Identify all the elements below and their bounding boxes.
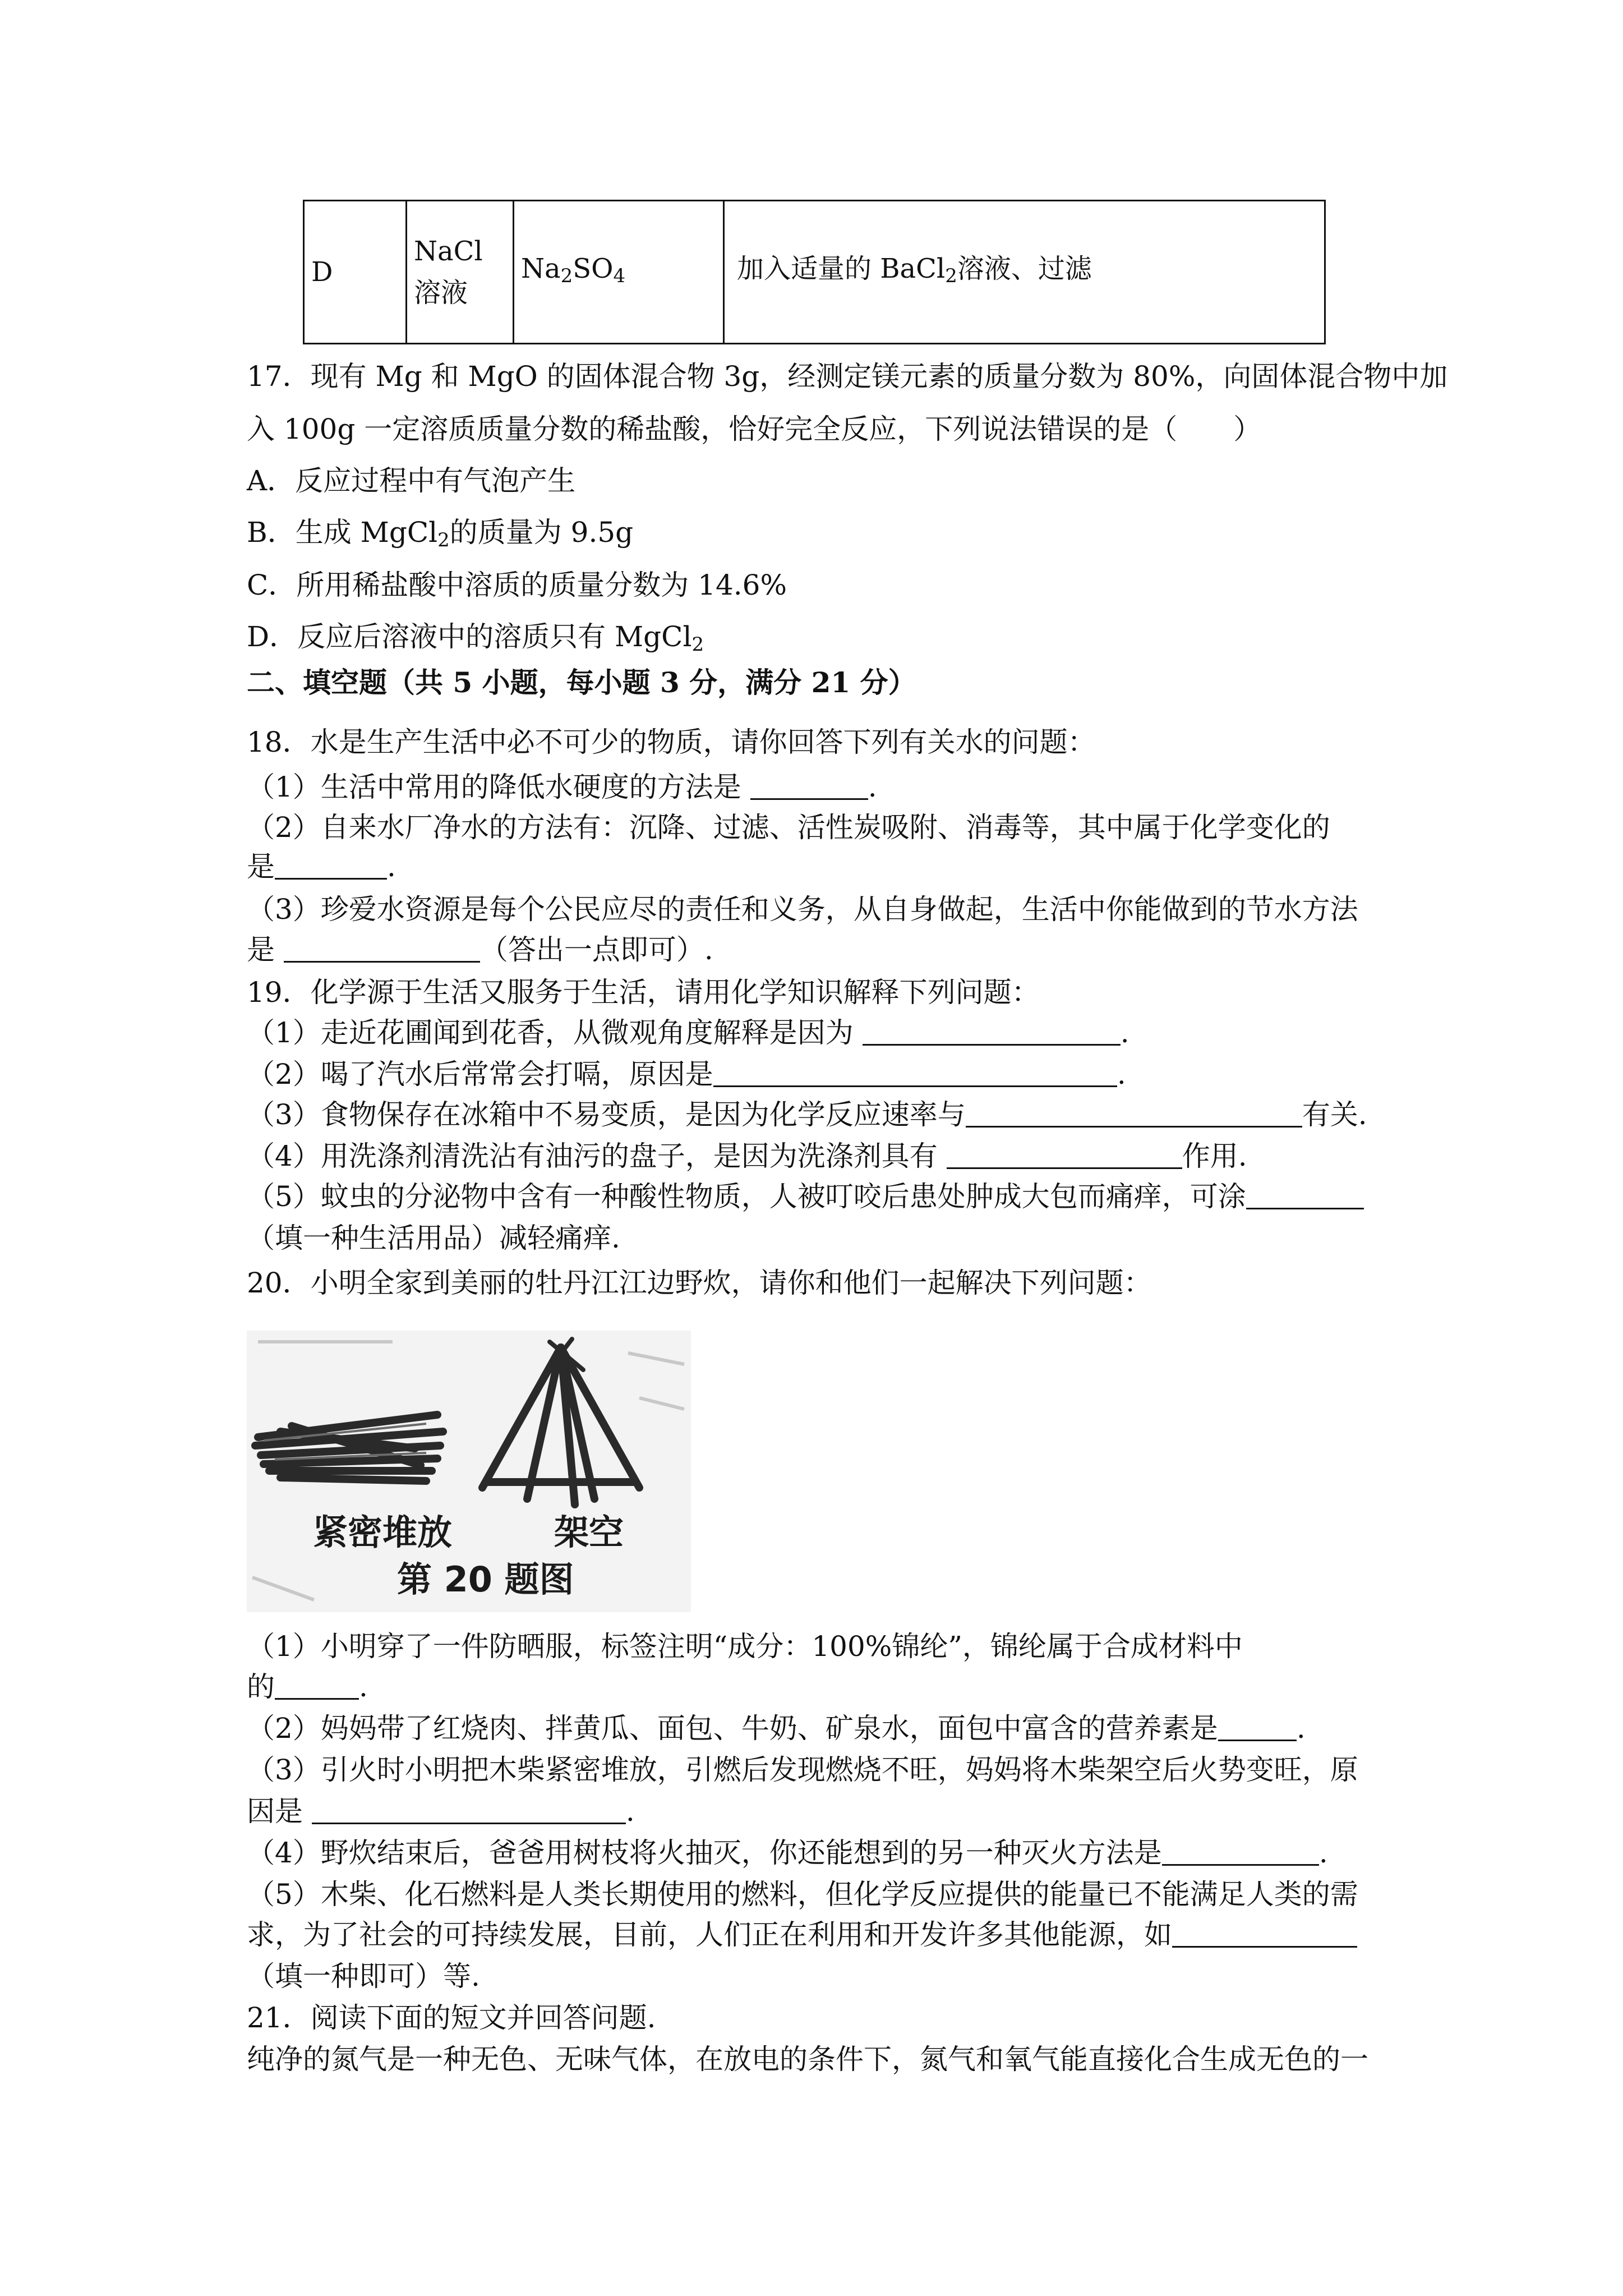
q17-option-b: B．生成 MgCl$_2$的质量为 9.5g	[247, 516, 634, 551]
q17-stem-line1: 17．现有 Mg 和 MgO 的固体混合物 3g，经测定镁元素的质量分数为 80%，向固体混合物中加	[247, 360, 1448, 393]
table-row	[304, 201, 1325, 344]
figure-caption: 第 20 题图	[397, 1559, 574, 1600]
answer-blank	[1218, 1714, 1297, 1741]
q19-part3: （3）食物保存在冰箱中不易变质，是因为化学反应速率与 有关.	[247, 1098, 1367, 1131]
campfire-figure	[247, 1331, 691, 1612]
q20-part4: （4）野炊结束后，爸爸用树枝将火抽灭，你还能想到的另一种灭火方法是 .	[247, 1837, 1328, 1869]
figure-label-tight: 紧密堆放	[313, 1512, 453, 1553]
q19-part4: （4）用洗涤剂清洗沾有油污的盘子，是因为洗涤剂具有 作用.	[247, 1140, 1247, 1172]
q20-part3-line2: 因是 .	[247, 1795, 635, 1828]
q18-stem: 18．水是生产生活中必不可少的物质，请你回答下列有关水的问题：	[247, 726, 1096, 758]
q20-part1-line2: 的 .	[247, 1671, 368, 1703]
answer-blank	[947, 1142, 1182, 1169]
q18-part3-line1: （3）珍爱水资源是每个公民应尽的责任和义务，从自身做起，生活中你能做到的节水方法	[247, 893, 1358, 926]
q19-part5-line1: （5）蚊虫的分泌物中含有一种酸性物质，人被叮咬后患处肿成大包而痛痒，可涂	[247, 1179, 1364, 1214]
table-cell-impurity: $Na_2SO_4$	[514, 201, 724, 344]
section-title: 二、填空题（共 5 小题，每小题 3 分，满分 21 分）	[247, 666, 916, 699]
table-cell-option: D	[304, 201, 407, 344]
q20-stem: 20．小明全家到美丽的牡丹江江边野炊，请你和他们一起解决下列问题：	[247, 1267, 1152, 1299]
q19-part5-line2: （填一种生活用品）减轻痛痒.	[247, 1222, 620, 1254]
figure-label-raised: 架空	[554, 1512, 624, 1553]
q18-part2-line1: （2）自来水厂净水的方法有：沉降、过滤、活性炭吸附、消毒等，其中属于化学变化的	[247, 811, 1330, 844]
q19-stem: 19．化学源于生活又服务于生活，请用化学知识解释下列问题：	[247, 976, 1040, 1009]
q20-part2: （2）妈妈带了红烧肉、拌黄瓜、面包、牛奶、矿泉水，面包中富含的营养素是 .	[247, 1712, 1306, 1745]
answer-blank	[275, 1672, 359, 1700]
answer-blank	[750, 772, 868, 800]
q18-part2-line2: 是 .	[247, 850, 396, 883]
answer-blank	[1172, 1920, 1357, 1948]
answer-blank	[863, 1018, 1121, 1046]
q20-part3-line1: （3）引火时小明把木柴紧密堆放，引燃后发现燃烧不旺，妈妈将木柴架空后火势变旺，原	[247, 1754, 1358, 1786]
answer-blank	[284, 935, 480, 963]
answer-blank	[312, 1797, 626, 1824]
q20-part5-line3: （填一种即可）等.	[247, 1960, 480, 1993]
q18-part1: （1）生活中常用的降低水硬度的方法是 .	[247, 771, 877, 803]
q20-part5-line2: 求，为了社会的可持续发展，目前，人们正在利用和开发许多其他能源，如	[247, 1917, 1357, 1952]
q21-stem: 21．阅读下面的短文并回答问题.	[247, 2001, 656, 2034]
answer-blank	[966, 1100, 1302, 1128]
q17-option-d: D．反应后溶液中的溶质只有 MgCl$_2$	[247, 620, 704, 656]
table-cell-method: 加入适量的 BaCl$_2$溶液、过滤	[724, 201, 1325, 344]
q19-part2: （2）喝了汽水后常常会打嗝，原因是 .	[247, 1058, 1126, 1091]
answer-blank	[713, 1060, 1117, 1087]
q17-option-a: A．反应过程中有气泡产生	[247, 464, 576, 497]
table-cell-substance: NaCl 溶液	[407, 201, 514, 344]
q17-option-c: C．所用稀盐酸中溶质的质量分数为 14.6%	[247, 569, 787, 601]
q17-stem-line2: 入 100g 一定溶质质量分数的稀盐酸，恰好完全反应，下列说法错误的是（ ）	[247, 413, 1262, 445]
q18-part3-line2: 是 （答出一点即可）.	[247, 933, 713, 966]
reagent-table	[303, 200, 1326, 344]
answer-blank	[275, 852, 387, 880]
q21-text-line1: 纯净的氮气是一种无色、无味气体，在放电的条件下，氮气和氧气能直接化合生成无色的一	[247, 2043, 1368, 2076]
q20-part5-line1: （5）木柴、化石燃料是人类长期使用的燃料，但化学反应提供的能量已不能满足人类的需	[247, 1878, 1358, 1911]
answer-blank	[1162, 1838, 1319, 1866]
q20-part1-line1: （1）小明穿了一件防晒服，标签注明“成分：100%锦纶”，锦纶属于合成材料中	[247, 1630, 1243, 1663]
answer-blank	[1246, 1182, 1364, 1209]
q19-part1: （1）走近花圃闻到花香，从微观角度解释是因为 .	[247, 1016, 1129, 1049]
